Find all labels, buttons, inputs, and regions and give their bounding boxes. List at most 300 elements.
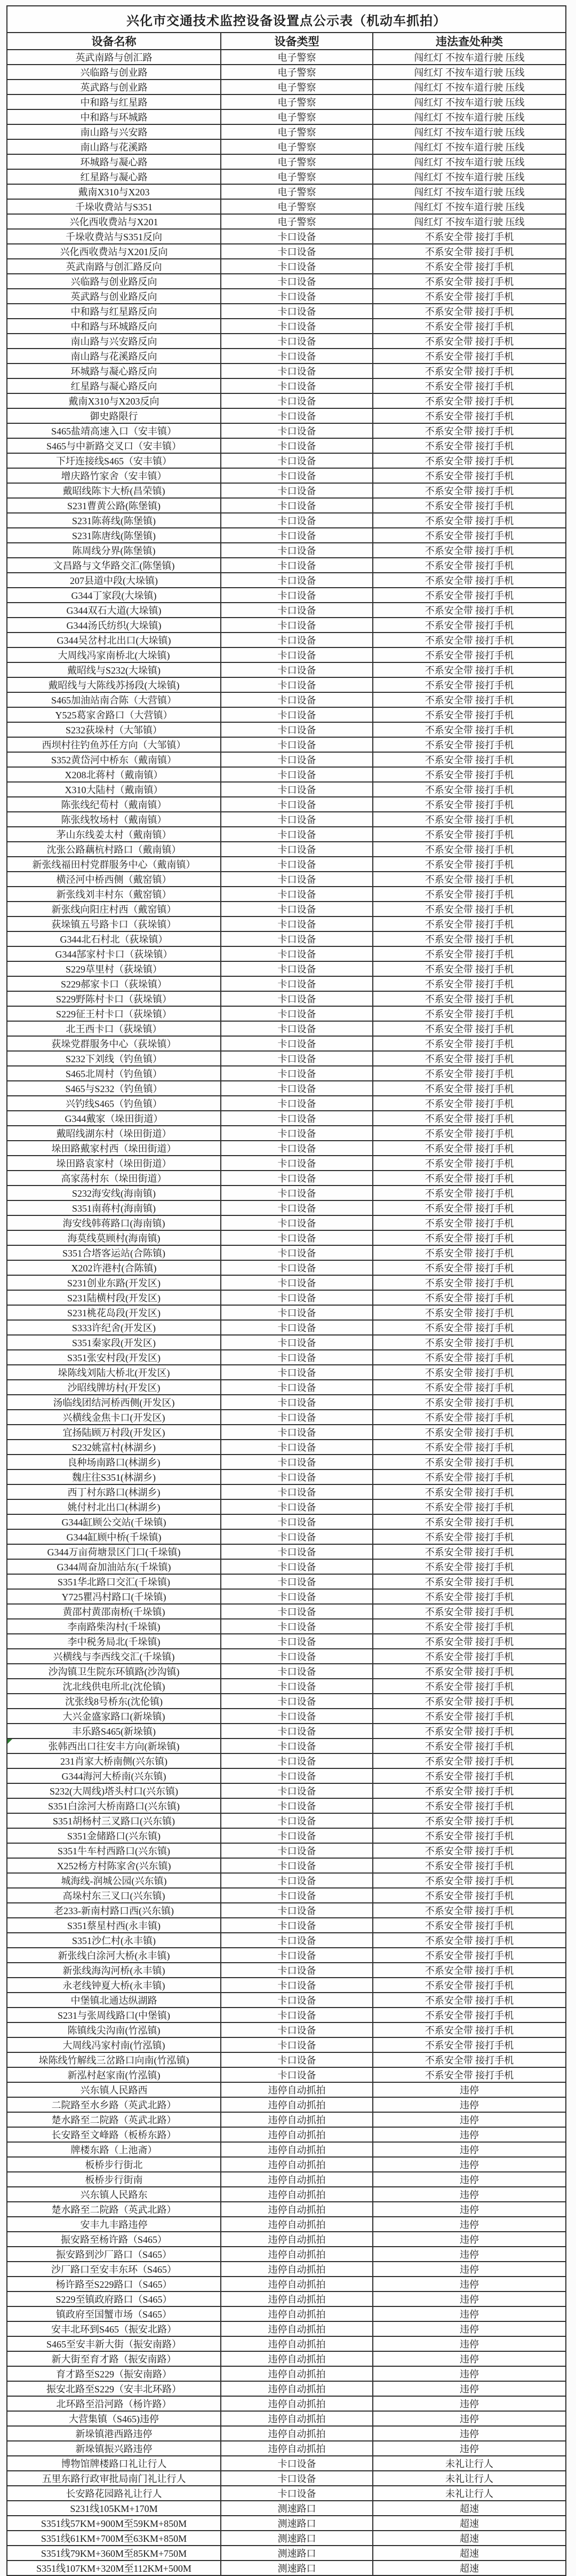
device-name-cell: 长安路花园路礼让行人	[7, 2486, 221, 2501]
device-type-cell: 电子警察	[221, 199, 373, 214]
table-row	[7, 1350, 566, 1365]
violation-type-cell: 违停	[373, 2426, 566, 2441]
violation-type-cell: 不系安全带 接打手机	[373, 468, 566, 483]
table-row	[7, 1619, 566, 1634]
device-name-cell: S351秦家段(开发区)	[7, 1335, 221, 1350]
device-name-cell: 中和路与环城路	[7, 109, 221, 124]
violation-type-cell: 违停	[373, 2306, 566, 2321]
table-row	[7, 1933, 566, 1948]
device-name-cell: S351蔡星村西(永丰镇)	[7, 1918, 221, 1933]
violation-type-cell: 不系安全带 接打手机	[373, 1499, 566, 1514]
device-type-cell: 卡口设备	[221, 2052, 373, 2067]
device-name-cell: S232海安线(海南镇)	[7, 1186, 221, 1200]
table-head	[7, 6, 566, 50]
violation-type-cell: 不系安全带 接打手机	[373, 1993, 566, 2008]
violation-type-cell: 不系安全带 接打手机	[373, 1918, 566, 1933]
violation-type-cell: 未礼让行人	[373, 2471, 566, 2486]
device-type-cell: 卡口设备	[221, 1365, 373, 1380]
device-type-cell: 电子警察	[221, 65, 373, 80]
device-type-cell: 卡口设备	[221, 961, 373, 976]
device-name-cell: 垛陈线竹解线三岔路口向南(竹泓镇)	[7, 2052, 221, 2067]
table-row	[7, 1141, 566, 1156]
violation-type-cell: 不系安全带 接打手机	[373, 1230, 566, 1245]
table-row	[7, 199, 566, 214]
device-name-cell: 新张线向阳庄村西（戴窑镇）	[7, 902, 221, 916]
device-type-cell: 测速路口	[221, 2561, 373, 2575]
table-row	[7, 1948, 566, 1963]
violation-type-cell: 不系安全带 接打手机	[373, 1245, 566, 1260]
device-type-cell: 电子警察	[221, 184, 373, 199]
device-name-cell: 高家荡村东（垛田街道）	[7, 1171, 221, 1186]
device-type-cell: 卡口设备	[221, 946, 373, 961]
violation-type-cell: 不系安全带 接打手机	[373, 259, 566, 274]
table-row	[7, 453, 566, 468]
table-row	[7, 1978, 566, 1993]
device-name-cell: S229至镇政府路口（S465）	[7, 2291, 221, 2306]
table-row	[7, 827, 566, 842]
device-name-cell: 兴横线与李西线交汇(千垛镇)	[7, 1649, 221, 1664]
device-name-cell: 戴昭线与大陈线苏扬段(大垛镇)	[7, 677, 221, 692]
column-header-violation-type: 违法查处种类	[373, 33, 566, 50]
device-name-cell: S351南蒋村(海南镇)	[7, 1200, 221, 1215]
table-row	[7, 633, 566, 647]
device-type-cell: 电子警察	[221, 139, 373, 154]
table-row	[7, 1858, 566, 1873]
device-type-cell: 卡口设备	[221, 1559, 373, 1574]
table-row	[7, 169, 566, 184]
table-row	[7, 423, 566, 438]
violation-type-cell: 不系安全带 接打手机	[373, 2052, 566, 2067]
device-name-cell: 大周线冯家村南(竹泓镇)	[7, 2037, 221, 2052]
device-name-cell: 增庆路竹家舍（安丰镇）	[7, 468, 221, 483]
device-type-cell: 卡口设备	[221, 931, 373, 946]
device-name-cell: G344双石大道(大垛镇)	[7, 603, 221, 618]
device-name-cell: 二院路至水乡路（英武北路）	[7, 2097, 221, 2112]
device-type-cell: 卡口设备	[221, 1066, 373, 1081]
device-name-cell: 沙沟镇卫生院东环镇路(沙沟镇)	[7, 1664, 221, 1679]
table-row	[7, 1589, 566, 1604]
device-type-cell: 违停自动抓拍	[221, 2262, 373, 2277]
device-name-cell: 戴南X310与X203反向	[7, 393, 221, 408]
device-type-cell: 卡口设备	[221, 1574, 373, 1589]
violation-type-cell: 不系安全带 接打手机	[373, 1514, 566, 1529]
violation-type-cell: 不系安全带 接打手机	[373, 1186, 566, 1200]
table-row	[7, 1006, 566, 1021]
violation-type-cell: 不系安全带 接打手机	[373, 558, 566, 573]
table-row	[7, 2456, 566, 2471]
violation-type-cell: 违停	[373, 2142, 566, 2157]
device-type-cell: 卡口设备	[221, 528, 373, 543]
table-row	[7, 1036, 566, 1051]
violation-type-cell: 不系安全带 接打手机	[373, 1873, 566, 1888]
device-name-cell: 北王西卡口（荻垛镇）	[7, 1021, 221, 1036]
device-type-cell: 测速路口	[221, 2516, 373, 2531]
violation-type-cell: 不系安全带 接打手机	[373, 1739, 566, 1753]
device-name-cell: X208北蒋村（戴南镇）	[7, 767, 221, 782]
table-row	[7, 2217, 566, 2232]
device-name-cell: 新垛镇港西路违停	[7, 2426, 221, 2441]
device-type-cell: 违停自动抓拍	[221, 2351, 373, 2366]
device-name-cell: G344缸顾中桥(千垛镇)	[7, 1529, 221, 1544]
table-row	[7, 2531, 566, 2546]
device-name-cell: G344戴家（垛田街道）	[7, 1111, 221, 1126]
device-type-cell: 卡口设备	[221, 1903, 373, 1918]
device-name-cell: S231线105KM+170M	[7, 2501, 221, 2516]
device-name-cell: 新张线海沟河桥(永丰镇)	[7, 1963, 221, 1978]
device-type-cell: 卡口设备	[221, 1200, 373, 1215]
device-name-cell: 231肖家大桥南侧(兴东镇)	[7, 1753, 221, 1768]
violation-type-cell: 不系安全带 接打手机	[373, 1649, 566, 1664]
device-type-cell: 违停自动抓拍	[221, 2217, 373, 2232]
table-row	[7, 1275, 566, 1290]
device-type-cell: 卡口设备	[221, 1320, 373, 1335]
violation-type-cell: 不系安全带 接打手机	[373, 782, 566, 797]
device-name-cell: S351华北路口交汇(千垛镇)	[7, 1574, 221, 1589]
violation-type-cell: 不系安全带 接打手机	[373, 1096, 566, 1111]
device-type-cell: 卡口设备	[221, 319, 373, 334]
device-type-cell: 卡口设备	[221, 1798, 373, 1813]
device-name-cell: 茅山东线姜太村（戴南镇）	[7, 827, 221, 842]
violation-type-cell: 不系安全带 接打手机	[373, 2037, 566, 2052]
table-row	[7, 872, 566, 887]
violation-type-cell: 不系安全带 接打手机	[373, 1320, 566, 1335]
device-name-cell: 振安北路至S229（安丰北环路）	[7, 2381, 221, 2396]
device-name-cell: S231曹黄公路(陈堡镇)	[7, 498, 221, 513]
device-type-cell: 卡口设备	[221, 603, 373, 618]
table-row	[7, 1724, 566, 1739]
table-row	[7, 1335, 566, 1350]
device-type-cell: 卡口设备	[221, 408, 373, 423]
violation-type-cell: 不系安全带 接打手机	[373, 1589, 566, 1604]
violation-type-cell: 不系安全带 接打手机	[373, 1021, 566, 1036]
device-type-cell: 卡口设备	[221, 827, 373, 842]
device-type-cell: 卡口设备	[221, 244, 373, 259]
notice-sheet	[6, 5, 565, 2576]
violation-type-cell: 不系安全带 接打手机	[373, 528, 566, 543]
device-name-cell: S231陈唐线(陈堡镇)	[7, 528, 221, 543]
table-row	[7, 812, 566, 827]
violation-type-cell: 不系安全带 接打手机	[373, 1036, 566, 1051]
table-row	[7, 2008, 566, 2022]
violation-type-cell: 不系安全带 接打手机	[373, 378, 566, 393]
table-row	[7, 588, 566, 603]
violation-type-cell: 不系安全带 接打手机	[373, 1171, 566, 1186]
violation-type-cell: 不系安全带 接打手机	[373, 1111, 566, 1126]
violation-type-cell: 不系安全带 接打手机	[373, 1126, 566, 1141]
device-name-cell: S231陈蒋线(陈堡镇)	[7, 513, 221, 528]
device-name-cell: 振安路至杨许路（S465）	[7, 2232, 221, 2247]
violation-type-cell: 不系安全带 接打手机	[373, 946, 566, 961]
device-name-cell: 新张线刘丰村东（戴窑镇）	[7, 887, 221, 902]
device-type-cell: 卡口设备	[221, 1963, 373, 1978]
table-row	[7, 1096, 566, 1111]
device-name-cell: 新垛镇振兴路违停	[7, 2441, 221, 2456]
device-name-cell: S229征王村卡口（荻垛镇）	[7, 1006, 221, 1021]
violation-type-cell: 违停	[373, 2291, 566, 2306]
violation-type-cell: 违停	[373, 2396, 566, 2411]
device-type-cell: 卡口设备	[221, 453, 373, 468]
table-row	[7, 2426, 566, 2441]
device-name-cell: 大周线冯家南桥北(大垛镇)	[7, 647, 221, 662]
device-name-cell: 大兴金盛家路口(新垛镇)	[7, 1709, 221, 1724]
violation-type-cell: 不系安全带 接打手机	[373, 2067, 566, 2082]
device-type-cell: 卡口设备	[221, 393, 373, 408]
table-row	[7, 767, 566, 782]
table-row	[7, 1245, 566, 1260]
device-type-cell: 卡口设备	[221, 1619, 373, 1634]
device-name-cell: S465盐靖高速入口（安丰镇）	[7, 423, 221, 438]
device-type-cell: 卡口设备	[221, 304, 373, 319]
device-name-cell: S351线57KM+900M至59KM+850M	[7, 2516, 221, 2531]
device-name-cell: S351牛车村西路口(兴东镇)	[7, 1843, 221, 1858]
violation-type-cell: 超速	[373, 2501, 566, 2516]
violation-type-cell: 不系安全带 接打手机	[373, 961, 566, 976]
violation-type-cell: 不系安全带 接打手机	[373, 1544, 566, 1559]
violation-type-cell: 不系安全带 接打手机	[373, 364, 566, 378]
device-name-cell: 楚水路至二院路（英武北路）	[7, 2112, 221, 2127]
device-type-cell: 卡口设备	[221, 1664, 373, 1679]
table-row	[7, 2561, 566, 2575]
violation-type-cell: 不系安全带 接打手机	[373, 603, 566, 618]
violation-type-cell: 不系安全带 接打手机	[373, 1081, 566, 1096]
table-row	[7, 737, 566, 752]
device-type-cell: 卡口设备	[221, 767, 373, 782]
column-header-device-type: 设备类型	[221, 33, 373, 50]
table-row	[7, 1365, 566, 1380]
violation-type-cell: 不系安全带 接打手机	[373, 707, 566, 722]
device-type-cell: 电子警察	[221, 109, 373, 124]
device-type-cell: 测速路口	[221, 2501, 373, 2516]
table-row	[7, 2277, 566, 2291]
table-row	[7, 334, 566, 349]
violation-type-cell: 不系安全带 接打手机	[373, 543, 566, 558]
table-row	[7, 662, 566, 677]
device-name-cell: S351金储路口(兴东镇)	[7, 1828, 221, 1843]
violation-type-cell: 不系安全带 接打手机	[373, 349, 566, 364]
violation-type-cell: 违停	[373, 2277, 566, 2291]
table-row	[7, 154, 566, 169]
device-name-cell: 文昌路与文华路交汇(陈堡镇)	[7, 558, 221, 573]
table-row	[7, 1156, 566, 1171]
device-type-cell: 卡口设备	[221, 558, 373, 573]
table-row	[7, 1694, 566, 1709]
device-type-cell: 卡口设备	[221, 1813, 373, 1828]
device-name-cell: S465与中新路交叉口（安丰镇）	[7, 438, 221, 453]
device-type-cell: 违停自动抓拍	[221, 2426, 373, 2441]
violation-type-cell: 不系安全带 接打手机	[373, 423, 566, 438]
device-type-cell: 违停自动抓拍	[221, 2127, 373, 2142]
violation-type-cell: 不系安全带 接打手机	[373, 737, 566, 752]
violation-type-cell: 不系安全带 接打手机	[373, 1410, 566, 1425]
violation-type-cell: 违停	[373, 2336, 566, 2351]
device-type-cell: 卡口设备	[221, 274, 373, 289]
table-row	[7, 2157, 566, 2172]
device-type-cell: 卡口设备	[221, 1245, 373, 1260]
table-row	[7, 976, 566, 991]
table-row	[7, 1828, 566, 1843]
device-name-cell: 西丁村东路口(林湖乡)	[7, 1484, 221, 1499]
violation-type-cell: 违停	[373, 2262, 566, 2277]
device-type-cell: 违停自动抓拍	[221, 2381, 373, 2396]
violation-type-cell: 违停	[373, 2441, 566, 2456]
device-type-cell: 违停自动抓拍	[221, 2306, 373, 2321]
table-row	[7, 603, 566, 618]
violation-type-cell: 违停	[373, 2381, 566, 2396]
device-type-cell: 电子警察	[221, 154, 373, 169]
table-row	[7, 1813, 566, 1828]
table-row	[7, 1843, 566, 1858]
violation-type-cell: 不系安全带 接打手机	[373, 2008, 566, 2022]
violation-type-cell: 不系安全带 接打手机	[373, 1305, 566, 1320]
violation-type-cell: 不系安全带 接打手机	[373, 319, 566, 334]
device-name-cell: 魏庄往S351(林湖乡)	[7, 1469, 221, 1484]
device-name-cell: X202许港村(合陈镇)	[7, 1260, 221, 1275]
table-row	[7, 543, 566, 558]
device-type-cell: 违停自动抓拍	[221, 2082, 373, 2097]
device-type-cell: 违停自动抓拍	[221, 2112, 373, 2127]
violation-type-cell: 不系安全带 接打手机	[373, 1066, 566, 1081]
device-type-cell: 卡口设备	[221, 513, 373, 528]
device-name-cell: 新大街至育才路（振安南路）	[7, 2351, 221, 2366]
device-name-cell: 下圩连接线S465（安丰镇）	[7, 453, 221, 468]
device-name-cell: 中和路与环城路反向	[7, 319, 221, 334]
device-name-cell: X310大陆村（戴南镇）	[7, 782, 221, 797]
device-name-cell: 戴昭线湖东村（垛田街道）	[7, 1126, 221, 1141]
device-name-cell: 张韩西出口往安丰方向(新垛镇)	[7, 1739, 221, 1753]
device-name-cell: 良种场南路口(林湖乡)	[7, 1455, 221, 1469]
violation-type-cell: 不系安全带 接打手机	[373, 752, 566, 767]
device-type-cell: 卡口设备	[221, 1514, 373, 1529]
device-name-cell: 海莫线莫顾村(海南镇)	[7, 1230, 221, 1245]
table-row	[7, 1649, 566, 1664]
device-name-cell: 楚水路至二院路（英武北路）	[7, 2202, 221, 2217]
device-name-cell: S229草里村（荻垛镇）	[7, 961, 221, 976]
device-name-cell: 北环路至沿河路（杨许路）	[7, 2396, 221, 2411]
device-name-cell: 垛田路戴家村西（垛田街道）	[7, 1141, 221, 1156]
device-type-cell: 卡口设备	[221, 991, 373, 1006]
device-name-cell: 南山路与花溪路反向	[7, 349, 221, 364]
table-row	[7, 1081, 566, 1096]
table-row	[7, 1529, 566, 1544]
table-row	[7, 1798, 566, 1813]
violation-type-cell: 不系安全带 接打手机	[373, 1335, 566, 1350]
violation-type-cell: 不系安全带 接打手机	[373, 902, 566, 916]
violation-type-cell: 未礼让行人	[373, 2456, 566, 2471]
violation-type-cell: 不系安全带 接打手机	[373, 662, 566, 677]
violation-type-cell: 不系安全带 接打手机	[373, 842, 566, 857]
device-type-cell: 卡口设备	[221, 2037, 373, 2052]
device-name-cell: 荻垛镇五号路卡口（荻垛镇）	[7, 916, 221, 931]
violation-type-cell: 不系安全带 接打手机	[373, 827, 566, 842]
violation-type-cell: 不系安全带 接打手机	[373, 1753, 566, 1768]
device-type-cell: 卡口设备	[221, 1036, 373, 1051]
violation-type-cell: 超速	[373, 2561, 566, 2575]
table-row	[7, 677, 566, 692]
device-name-cell: 博物馆牌楼路口礼让行人	[7, 2456, 221, 2471]
violation-type-cell: 闯红灯 不按车道行驶 压线	[373, 50, 566, 65]
violation-type-cell: 不系安全带 接打手机	[373, 1679, 566, 1694]
violation-type-cell: 不系安全带 接打手机	[373, 274, 566, 289]
table-row	[7, 1768, 566, 1783]
device-name-cell: 沈北线供电所北(沈伦镇)	[7, 1679, 221, 1694]
table-row	[7, 2187, 566, 2202]
violation-type-cell: 违停	[373, 2351, 566, 2366]
table-row	[7, 408, 566, 423]
device-type-cell: 卡口设备	[221, 1275, 373, 1290]
table-row	[7, 1305, 566, 1320]
device-type-cell: 卡口设备	[221, 1724, 373, 1739]
device-type-cell: 卡口设备	[221, 1380, 373, 1395]
device-type-cell: 卡口设备	[221, 1051, 373, 1066]
device-name-cell: Y725瞿冯村路口(千垛镇)	[7, 1589, 221, 1604]
device-type-cell: 卡口设备	[221, 1858, 373, 1873]
violation-type-cell: 不系安全带 接打手机	[373, 1933, 566, 1948]
violation-type-cell: 不系安全带 接打手机	[373, 1768, 566, 1783]
device-name-cell: S351胡杨村三叉路口(兴东镇)	[7, 1813, 221, 1828]
table-row	[7, 289, 566, 304]
device-type-cell: 违停自动抓拍	[221, 2441, 373, 2456]
violation-type-cell: 不系安全带 接打手机	[373, 244, 566, 259]
table-row	[7, 513, 566, 528]
violation-type-cell: 不系安全带 接打手机	[373, 647, 566, 662]
monitoring-devices-table	[6, 5, 566, 2576]
device-name-cell: 板桥步行街北	[7, 2157, 221, 2172]
device-type-cell: 卡口设备	[221, 1873, 373, 1888]
table-row	[7, 1634, 566, 1649]
device-type-cell: 卡口设备	[221, 229, 373, 244]
device-name-cell: 南山路与兴安路	[7, 124, 221, 139]
device-type-cell: 卡口设备	[221, 1230, 373, 1245]
table-row	[7, 1469, 566, 1484]
table-row	[7, 304, 566, 319]
violation-type-cell: 不系安全带 接打手机	[373, 931, 566, 946]
device-type-cell: 卡口设备	[221, 349, 373, 364]
device-name-cell: 御史路限行	[7, 408, 221, 423]
violation-type-cell: 不系安全带 接打手机	[373, 1783, 566, 1798]
table-row	[7, 319, 566, 334]
device-type-cell: 卡口设备	[221, 1783, 373, 1798]
table-row	[7, 65, 566, 80]
device-name-cell: 板桥步行街南	[7, 2172, 221, 2187]
violation-type-cell: 不系安全带 接打手机	[373, 1006, 566, 1021]
device-type-cell: 卡口设备	[221, 378, 373, 393]
device-type-cell: 违停自动抓拍	[221, 2172, 373, 2187]
device-type-cell: 卡口设备	[221, 1843, 373, 1858]
device-name-cell: 兴东镇人民路东	[7, 2187, 221, 2202]
device-name-cell: G344汤氏纺织(大垛镇)	[7, 618, 221, 633]
violation-type-cell: 违停	[373, 2097, 566, 2112]
table-row	[7, 378, 566, 393]
device-name-cell: 大营集镇（S465)违停	[7, 2411, 221, 2426]
table-row	[7, 2202, 566, 2217]
violation-type-cell: 不系安全带 接打手机	[373, 438, 566, 453]
violation-type-cell: 不系安全带 接打手机	[373, 1395, 566, 1410]
device-type-cell: 卡口设备	[221, 737, 373, 752]
device-name-cell: 陈周线分界(陈堡镇)	[7, 543, 221, 558]
violation-type-cell: 不系安全带 接打手机	[373, 872, 566, 887]
violation-type-cell: 不系安全带 接打手机	[373, 1604, 566, 1619]
device-name-cell: 中和路与红星路反向	[7, 304, 221, 319]
violation-type-cell: 不系安全带 接打手机	[373, 722, 566, 737]
device-type-cell: 卡口设备	[221, 498, 373, 513]
table-row	[7, 1171, 566, 1186]
device-type-cell: 卡口设备	[221, 1171, 373, 1186]
device-type-cell: 违停自动抓拍	[221, 2411, 373, 2426]
device-name-cell: 兴化西收费站与X201	[7, 214, 221, 229]
violation-type-cell: 不系安全带 接打手机	[373, 1200, 566, 1215]
device-name-cell: 城海线-润城公园(兴东镇)	[7, 1873, 221, 1888]
violation-type-cell: 不系安全带 接打手机	[373, 797, 566, 812]
